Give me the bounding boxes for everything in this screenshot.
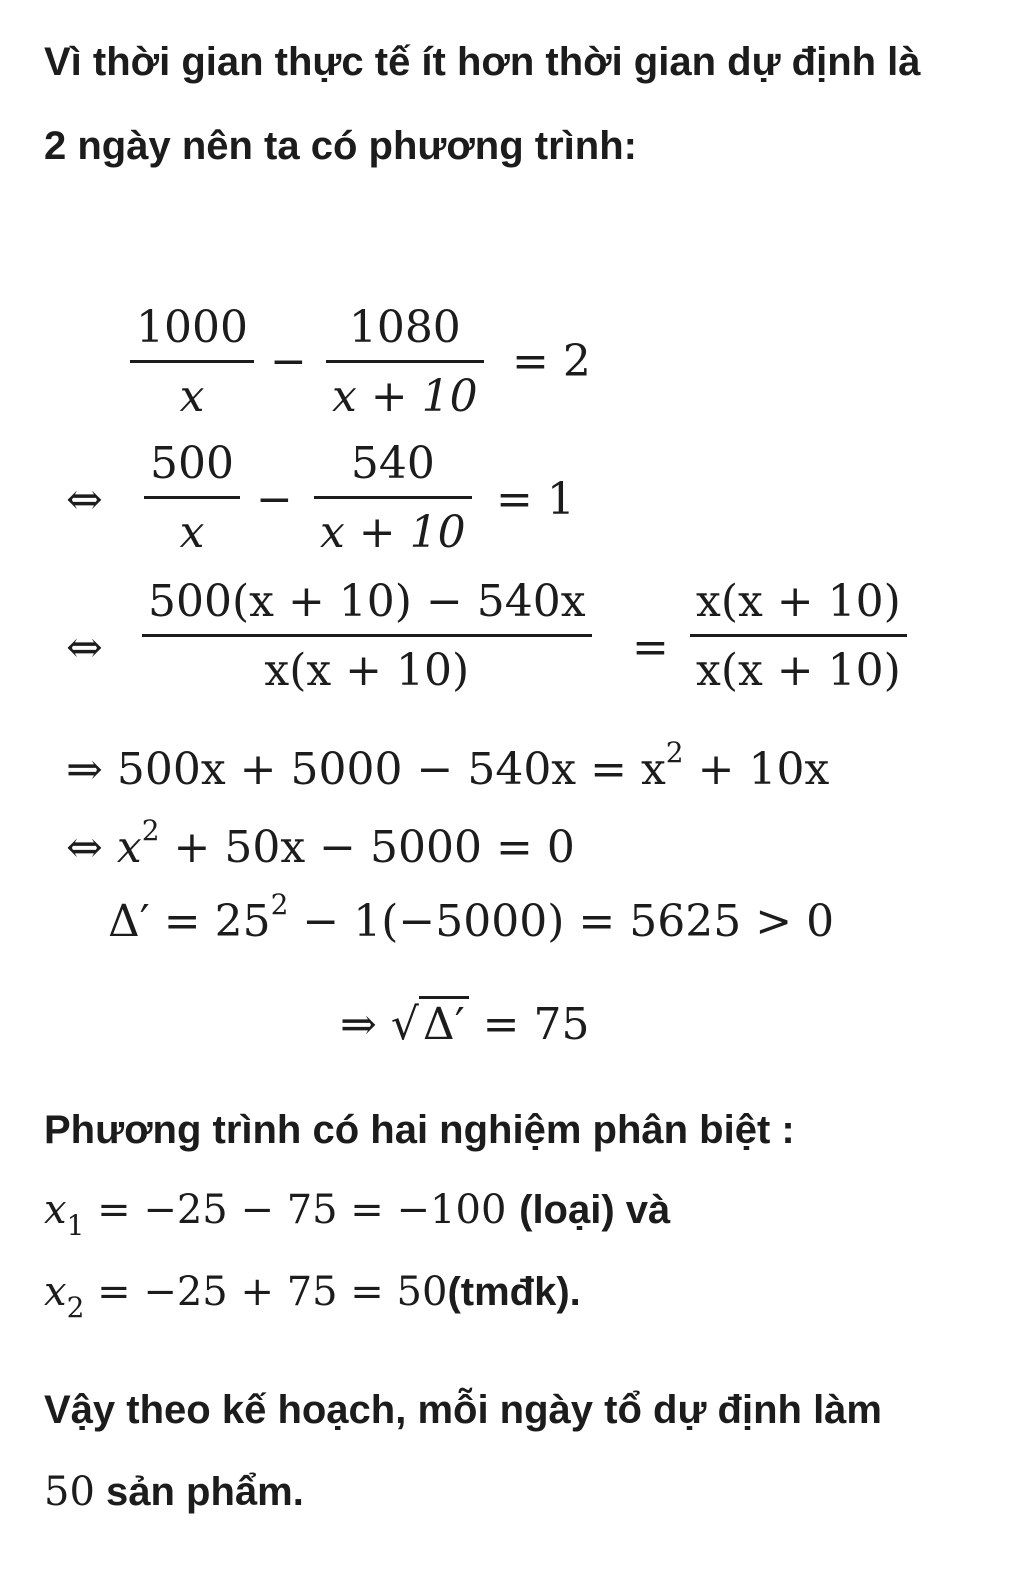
x1-note: (loại) và bbox=[519, 1188, 671, 1232]
eq4-implies-symbol: ⇒ bbox=[66, 744, 103, 795]
sqrt-icon: √ bbox=[390, 999, 419, 1050]
eq1-denominator-1: x bbox=[179, 371, 205, 422]
eq2-rhs: = 1 bbox=[496, 474, 575, 525]
x2-subscript: 2 bbox=[66, 1291, 85, 1324]
x1-variable: x bbox=[44, 1187, 67, 1233]
eq6-rest: − 1(−5000) = 5625 > 0 bbox=[288, 896, 835, 947]
conclusion-line-1: Vậy theo kế hoạch, mỗi ngày tổ dự định làm bbox=[44, 1388, 882, 1432]
eq5-line bbox=[66, 814, 575, 873]
eq6-exponent: 2 bbox=[270, 888, 289, 921]
eq2-fraction-1 bbox=[144, 438, 240, 558]
x1-expression: = −25 − 75 = −100 bbox=[84, 1187, 520, 1233]
eq1-numerator-2: 1080 bbox=[348, 302, 461, 353]
eq3-equals: = bbox=[632, 622, 669, 673]
eq3-equivalence-symbol: ⇔ bbox=[66, 622, 103, 673]
eq7-sqrt-line bbox=[340, 996, 590, 1050]
x2-variable: x bbox=[44, 1269, 67, 1315]
eq5-rest: + 50x − 5000 = 0 bbox=[159, 822, 575, 873]
eq2-numerator-1: 500 bbox=[150, 438, 234, 489]
intro-line-1: Vì thời gian thực tế ít hơn thời gian dự định là bbox=[44, 40, 921, 84]
eq4-exponent: 2 bbox=[665, 736, 684, 769]
conclusion-rest: sản phẩm. bbox=[94, 1470, 304, 1514]
root-x2-line bbox=[44, 1269, 581, 1324]
eq1-denominator-2: x + 10 bbox=[332, 371, 478, 422]
eq2-numerator-2: 540 bbox=[350, 438, 435, 489]
eq3-numerator-2: x(x + 10) bbox=[696, 576, 901, 627]
eq7-implies-symbol: ⇒ bbox=[340, 999, 377, 1050]
eq6-discriminant bbox=[108, 888, 835, 947]
eq3-fraction-2 bbox=[690, 576, 907, 696]
eq5-base: x bbox=[116, 822, 142, 873]
eq3-denominator-2: x(x + 10) bbox=[696, 645, 901, 696]
x2-expression: = −25 + 75 = 50 bbox=[84, 1269, 448, 1315]
eq1-fraction-1 bbox=[130, 302, 254, 422]
x1-subscript: 1 bbox=[66, 1209, 85, 1242]
eq2-fraction-2 bbox=[314, 438, 472, 558]
eq1-numerator-1: 1000 bbox=[136, 302, 248, 353]
eq1-operator: − bbox=[270, 336, 307, 387]
eq1-rhs: = 2 bbox=[512, 336, 591, 387]
eq2-operator: − bbox=[256, 474, 293, 525]
eq7-radicand: Δ′ bbox=[419, 996, 469, 1047]
result-heading: Phương trình có hai nghiệm phân biệt : bbox=[44, 1108, 795, 1152]
eq5-exponent: 2 bbox=[141, 814, 160, 847]
conclusion-number: 50 bbox=[44, 1469, 95, 1515]
eq4-line bbox=[66, 736, 830, 795]
eq2-equivalence-symbol: ⇔ bbox=[66, 474, 103, 525]
eq4-lhs: 500x + 5000 − 540x = x bbox=[116, 744, 666, 795]
intro-line-2: 2 ngày nên ta có phương trình: bbox=[44, 124, 637, 168]
eq5-equivalence-symbol: ⇔ bbox=[66, 822, 103, 873]
eq3-fraction-1 bbox=[142, 576, 592, 696]
root-x1-line bbox=[44, 1187, 671, 1242]
eq1-fraction-2 bbox=[326, 302, 484, 422]
eq2-denominator-2: x + 10 bbox=[320, 507, 466, 558]
eq4-rest: + 10x bbox=[683, 744, 830, 795]
eq3-numerator-1: 500(x + 10) − 540x bbox=[148, 576, 586, 627]
eq7-rest: = 75 bbox=[468, 999, 590, 1050]
x2-note: (tmđk). bbox=[447, 1270, 581, 1314]
eq3-denominator-1: x(x + 10) bbox=[264, 645, 470, 696]
conclusion-line-2 bbox=[44, 1469, 304, 1515]
eq2-denominator-1: x bbox=[179, 507, 205, 558]
eq6-lhs: Δ′ = 25 bbox=[108, 896, 271, 947]
